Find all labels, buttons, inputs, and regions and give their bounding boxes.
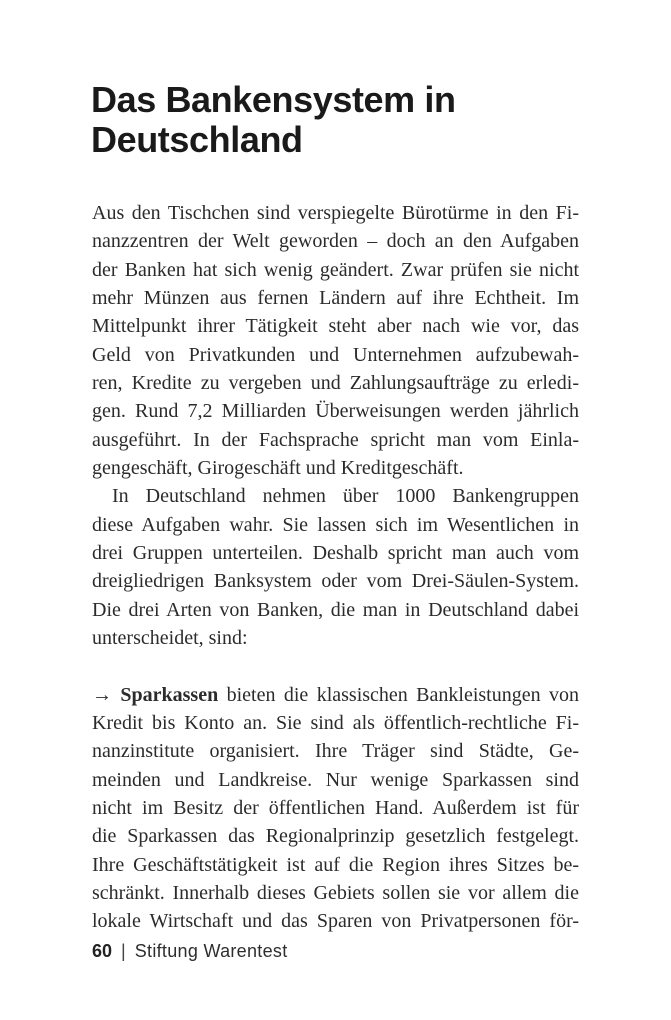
- text-segment: →: [92, 683, 121, 706]
- text-line: Kredit bis Konto an. Sie sind als öffentlich-rechtliche Fi-: [92, 711, 579, 734]
- paragraph-drei-saeulen: [92, 482, 579, 652]
- page-number: 60: [92, 941, 113, 961]
- text-line: ren, Kredite zu vergeben und Zahlungsaufträge zu erledi-: [92, 371, 579, 394]
- text-segment: bieten die klassischen Bankleistungen von: [218, 683, 580, 706]
- text-line: Ihre Geschäftstätigkeit ist auf die Region ihres Sitzes be-: [92, 853, 579, 876]
- paragraph-intro: [92, 199, 579, 482]
- text-line: gengeschäft, Girogeschäft und Kreditgeschäft.: [92, 456, 464, 479]
- text-line: meinden und Landkreise. Nur wenige Sparkassen sind: [92, 768, 579, 791]
- text-line: Die drei Arten von Banken, die man in Deutschland dabei: [92, 598, 579, 621]
- text-line: In Deutschland nehmen über 1000 Bankengruppen: [112, 485, 579, 508]
- text-line: dreigliedrigen Banksystem oder vom Drei-Säulen-System.: [92, 570, 579, 593]
- text-line: [92, 681, 579, 709]
- page-footer: [92, 941, 288, 961]
- text-line: drei Gruppen unterteilen. Deshalb spricht man auch vom: [92, 541, 579, 564]
- text-line: Mittelpunkt ihrer Tätigkeit steht aber nach wie vor, das: [92, 315, 579, 338]
- text-line: nicht im Besitz der öffentlichen Hand. Außerdem ist für: [92, 796, 579, 819]
- text-line: gen. Rund 7,2 Milliarden Überweisungen werden jährlich: [92, 400, 579, 423]
- bold-term: Sparkassen: [120, 683, 219, 706]
- text-line: ausgeführt. In der Fachsprache spricht man vom Einla-: [92, 428, 579, 451]
- text-line: der Banken hat sich wenig geändert. Zwar prüfen sie nicht: [92, 258, 579, 281]
- paragraph-sparkassen-bullet: [92, 681, 579, 936]
- page-title-line-1: Das Bankensystem in: [91, 79, 456, 120]
- text-line: schränkt. Innerhalb dieses Gebiets sollen sie vor allem die: [92, 881, 579, 904]
- body-text: [92, 199, 579, 936]
- text-line: lokale Wirtschaft und das Sparen von Privatpersonen för-: [92, 910, 579, 933]
- text-line: Aus den Tischchen sind verspiegelte Bürotürme in den Fi-: [92, 202, 579, 224]
- text-line: nanzinstitute organisiert. Ihre Träger sind Städte, Ge-: [92, 740, 579, 763]
- text-line: diese Aufgaben wahr. Sie lassen sich im Wesentlichen in: [92, 513, 579, 536]
- text-line: die Sparkassen das Regionalprinzip gesetzlich festgelegt.: [92, 825, 579, 848]
- page-title: [91, 80, 611, 160]
- page-title-line-2: Deutschland: [91, 119, 303, 160]
- text-line: unterscheidet, sind:: [92, 626, 248, 649]
- footer-separator: |: [121, 941, 126, 961]
- text-line: Geld von Privatkunden und Unternehmen aufzubewah-: [92, 343, 579, 366]
- text-line: nanzzentren der Welt geworden – doch an den Aufgaben: [92, 230, 579, 253]
- text-line: mehr Münzen aus fernen Ländern auf ihre Echtheit. Im: [92, 286, 579, 309]
- publisher-name: Stiftung Warentest: [134, 941, 288, 961]
